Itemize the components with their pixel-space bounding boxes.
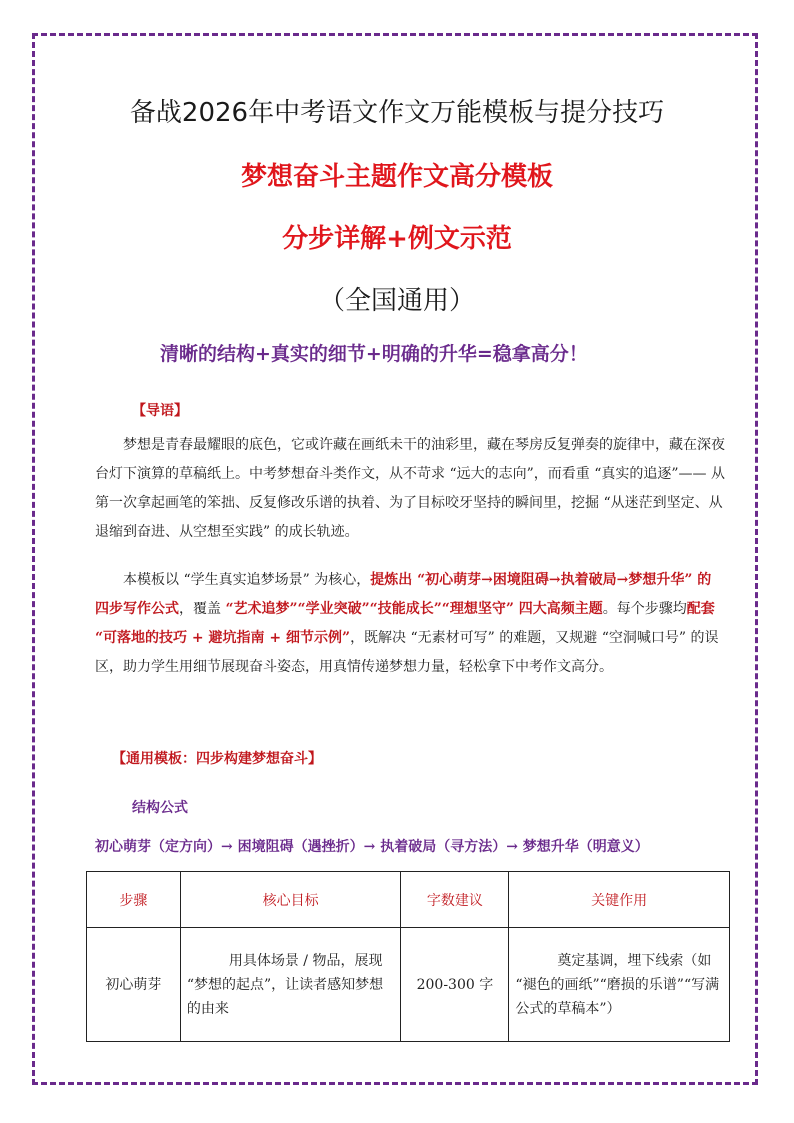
p2-text-e: 。每个步骤均 — [602, 601, 687, 617]
table-row — [87, 928, 730, 1042]
table-header-row — [87, 872, 730, 928]
structure-label: 结构公式 — [132, 800, 188, 816]
p2-highlight-formula: 提炼出 “初心萌芽→困境阻碍→执着破局→梦想升华” 的四步写作公式 — [95, 572, 712, 617]
scope-label: （全国通用） — [318, 286, 475, 316]
slogan: 清晰的结构+真实的细节+明确的升华=稳拿高分！ — [160, 343, 588, 365]
intro-paragraph-2 — [95, 566, 725, 682]
p2-text-g: ，既解决 “无素材可写” 的难题，又规避 “空洞喊口号” 的误区，助力学生用细节展现奋斗姿态，用真情传递梦想力量，轻松拿下中考作文高分。 — [95, 630, 719, 675]
steps-table — [86, 871, 730, 1042]
cell-role: 奠定基调，埋下线索（如 “褪色的画纸”“磨损的乐谱”“写满公式的草稿本”） — [509, 928, 730, 1042]
cell-goal: 用具体场景 / 物品，展现 “梦想的起点”，让读者感知梦想的由来 — [180, 928, 401, 1042]
p2-text-c: ，覆盖 — [179, 601, 226, 617]
intro-heading: 【导语】 — [132, 403, 188, 419]
header-role: 关键作用 — [509, 872, 730, 928]
intro-paragraph-1: 梦想是青春最耀眼的底色，它或许藏在画纸未干的油彩里，藏在琴房反复弹奏的旋律中，藏在深夜台灯下演算的草稿纸上。中考梦想奋斗类作文，从不苛求 “远大的志向”，而看重 “真实的追逐”—— 从第一次拿起画笔的笨拙、反复修改乐谱的执着、为了目标咬牙坚持的瞬间里，挖掘 “从迷茫到坚定、从退缩到奋进、从空想至实践” 的成长轨迹。 — [95, 437, 725, 540]
header-step: 步骤 — [87, 872, 181, 928]
structure-formula: 初心萌芽（定方向）→ 困境阻碍（遇挫折）→ 执着破局（寻方法）→ 梦想升华（明意义） — [95, 839, 649, 855]
header-goal: 核心目标 — [180, 872, 401, 928]
subtitle: 梦想奋斗主题作文高分模板 — [240, 162, 553, 192]
subtitle-2: 分步详解+例文示范 — [282, 224, 512, 254]
cell-words: 200-300 字 — [401, 928, 509, 1042]
header-words: 字数建议 — [401, 872, 509, 928]
p2-text-a: 本模板以 “学生真实追梦场景” 为核心， — [123, 572, 371, 588]
cell-step: 初心萌芽 — [87, 928, 181, 1042]
p2-highlight-themes: “艺术追梦”“学业突破”“技能成长”“理想坚守” 四大高频主题 — [225, 601, 603, 617]
main-title: 备战2026年中考语文作文万能模板与提分技巧 — [129, 98, 665, 128]
template-heading: 【通用模板：四步构建梦想奋斗】 — [112, 751, 322, 767]
p2-highlight-support: 配套 “可落地的技巧 + 避坑指南 + 细节示例” — [95, 601, 715, 646]
